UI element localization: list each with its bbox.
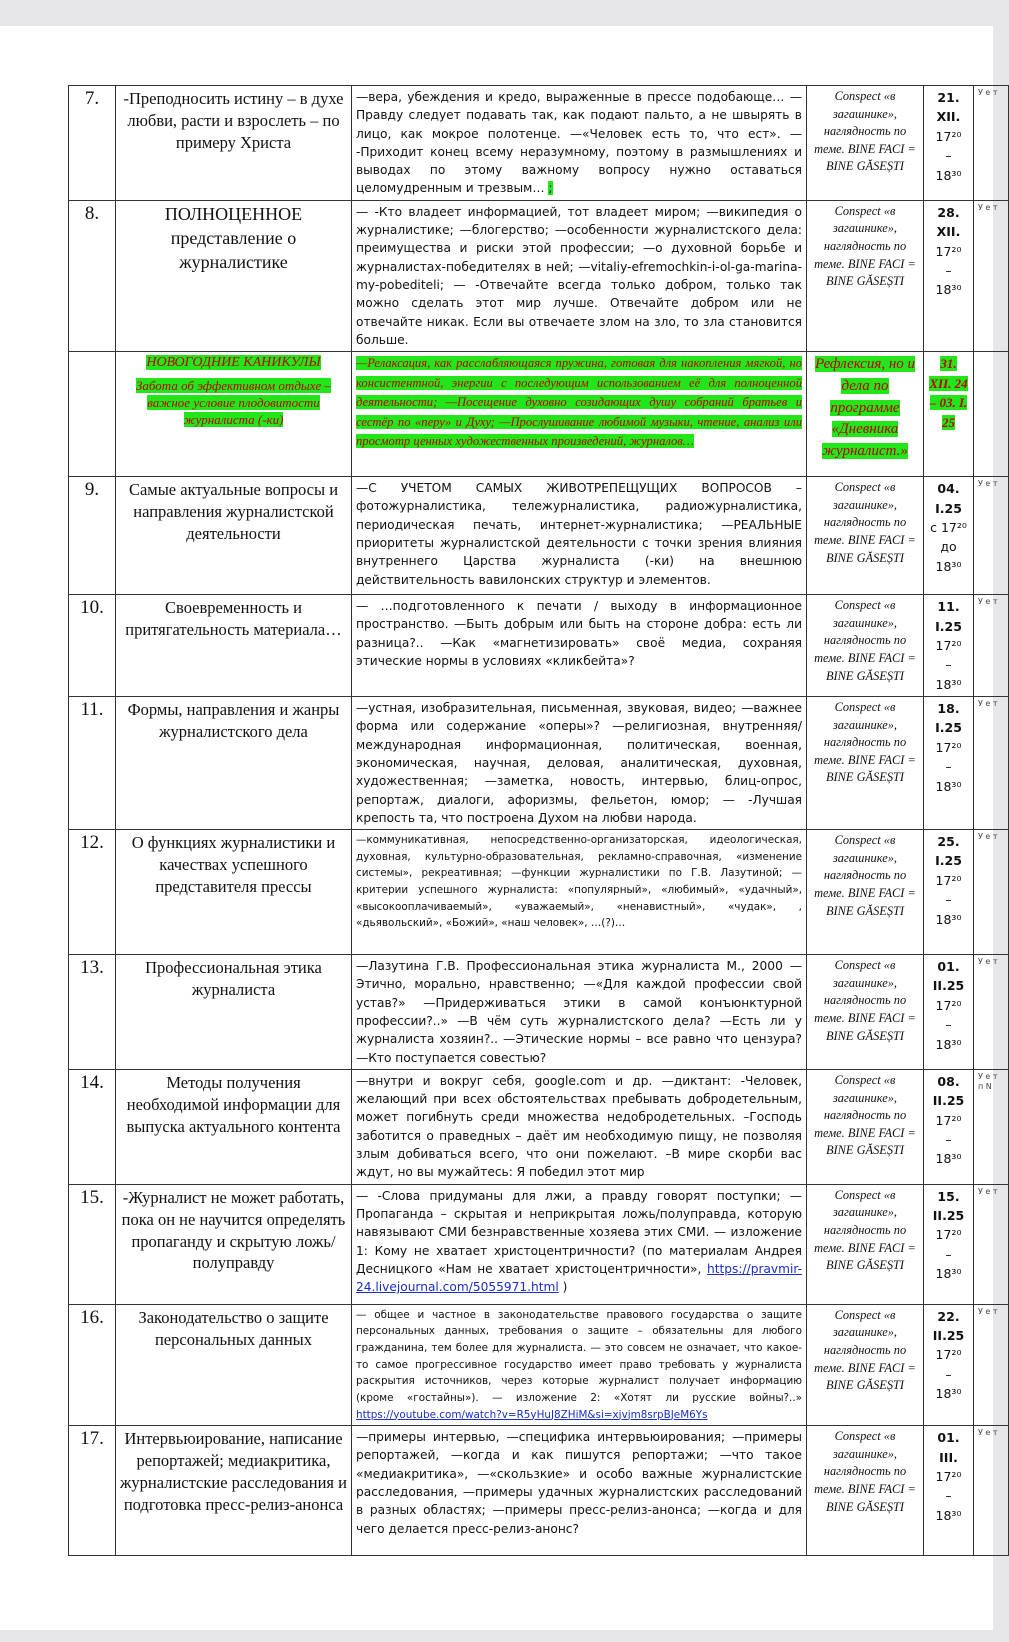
viewer-top-bar: [0, 0, 993, 26]
content-text: —вера, убеждения и кредо, выраженные в прессе подобающе… —Правду следует подавать так, как подают пальто, а не швырять в лицо, как мокрое полотенце. —«Человек есть то, что ест». — -Приходит конец всему неразумному, поэтому в размышлениях и выводах по этому важному вопросу нужно оставаться целомудренным и трезвым…: [356, 90, 802, 196]
row-date: [924, 1184, 974, 1304]
time-to: 18³⁰: [935, 911, 962, 927]
date-value: 21. XII.: [936, 90, 961, 125]
row-number: 15.: [69, 1184, 116, 1304]
time-to: 18³⁰: [935, 676, 962, 692]
date-value: 04. I.25: [935, 481, 962, 516]
row-content: [352, 955, 807, 1070]
row-date: [924, 1304, 974, 1425]
row-conspect: Conspect «в загашнике», наглядность по теме. BINE FACI = BINE GĂSEȘTI: [807, 86, 924, 201]
time-from: 17²⁰: [935, 243, 962, 259]
row-number: 10.: [69, 595, 116, 697]
row-topic: Профессиональная этика журналиста: [116, 955, 352, 1070]
row-conspect: Conspect «в загашнике», наглядность по теме. BINE FACI = BINE GĂSEȘTI: [807, 1426, 924, 1556]
holiday-content-text: —Релаксация, как расслабляющаяся пружина, готовая для накопления мягкой, но консистентной, энергии с последующим использованием её для полноценной деятельности; —Посещение духовно созидающих душу собраний братьев и сестёр по «перу» и Духу; —Прослушивание любимой музыки, чтение, анализ или просмотр ценных художественных произведений, журналов…: [356, 356, 802, 449]
time-to: 18³⁰: [935, 778, 962, 794]
table-row: [69, 477, 1009, 595]
content-link[interactable]: https://youtube.com/watch?v=R5yHuJ8ZHiM&si=xjvjm8srpBJeM6Ys: [356, 1408, 708, 1421]
row-extra: У е т: [974, 86, 1009, 201]
row-extra: [974, 352, 1009, 477]
row-number: 14.: [69, 1069, 116, 1184]
row-number: 12.: [69, 830, 116, 955]
content-text: —внутри и вокруг себя, google.com и др. —диктант: -Человек, желающий при всех обстоятельствах пребывать добродетельным, может погибнуть среди множества недобродетельных. –Господь заботится о праведных – даёт им необходимую пищу, не позволяя злым добиваться всего, что они пожелают. –В мире скорби вас ждут, но вы мужайтесь: Я победил этот мир: [356, 1073, 802, 1180]
row-content: [352, 830, 807, 955]
holiday-date-text: 31. XII. 24 – 03. I. 25: [929, 356, 968, 430]
row-topic: -Журналист не может работать, пока он не научится определять пропаганду и скрытую ложь/полуправду: [116, 1184, 352, 1304]
row-conspect: Conspect «в загашнике», наглядность по теме. BINE FACI = BINE GĂSEȘTI: [807, 1304, 924, 1425]
row-extra: У е т: [974, 1304, 1009, 1425]
row-number: 7.: [69, 86, 116, 201]
time-from: 17²⁰: [935, 1112, 962, 1128]
table-row: [69, 830, 1009, 955]
row-date: [924, 595, 974, 697]
holiday-conspect-text: Рефлексия, но и дела по программе «Дневника журналист.»: [814, 356, 916, 460]
table-row: [69, 352, 1009, 477]
table-row: [69, 1184, 1009, 1304]
row-content: [352, 86, 807, 201]
time-to: 18³⁰: [935, 282, 962, 298]
time-separator: –: [945, 1488, 952, 1504]
row-date: [924, 352, 974, 477]
date-value: 22. II.25: [932, 1308, 965, 1344]
time-from: 17²⁰: [935, 1468, 962, 1484]
time-from: 17²⁰: [935, 1227, 962, 1243]
row-topic: Самые актуальные вопросы и направления журналистской деятельности: [116, 477, 352, 595]
row-date: [924, 477, 974, 595]
date-value: 28. XII.: [936, 204, 961, 240]
row-number: 16.: [69, 1304, 116, 1425]
time-to: 18³⁰: [935, 1266, 962, 1282]
row-conspect: Conspect «в загашнике», наглядность по теме. BINE FACI = BINE GĂSEȘTI: [807, 1184, 924, 1304]
row-number: 9.: [69, 477, 116, 595]
date-value: 01. II.25: [932, 959, 965, 994]
lesson-plan-body: [69, 86, 1009, 1556]
content-text: — …подготовленного к печати / выходу в информационное пространство. —Быть добрым или быть на стороне добра: есть ли разница?.. —Как «магнетизировать» своё медиа, сохраняя этические нормы в условиях «кликбейта»?: [356, 599, 802, 669]
time-to: 18³⁰: [935, 558, 962, 574]
time-separator: –: [945, 1246, 952, 1262]
row-date: [924, 830, 974, 955]
time-separator: до: [940, 539, 957, 555]
row-topic: -Преподносить истину – в духе любви, расти и взрослеть – по примеру Христа: [116, 86, 352, 201]
row-topic: [116, 352, 352, 477]
time-separator: –: [945, 759, 952, 775]
row-conspect: Conspect «в загашнике», наглядность по теме. BINE FACI = BINE GĂSEȘTI: [807, 595, 924, 697]
content-text: — -Слова придуманы для лжи, а правду говорят поступки; —Пропаганда – скрытая и неприкрытая ложь/полуправда, которую навязывают СМИ безнравственные хозяева этих СМИ. — изложение 1: Кому не хватает христоцентричности? (по материалам Андрея Десницкого «Нам не хватает христоцентричности»,: [356, 1188, 802, 1276]
time-separator: –: [945, 657, 952, 673]
content-link[interactable]: https://pravmir-24.livejournal.com/5055971.html: [356, 1261, 803, 1295]
row-content: [352, 1304, 807, 1425]
row-topic: ПОЛНОЦЕННОЕ представление о журналистике: [116, 200, 352, 351]
row-content: [352, 697, 807, 830]
row-date: [924, 697, 974, 830]
row-extra: У е т: [974, 1426, 1009, 1556]
time-separator: –: [945, 1017, 952, 1033]
time-separator: –: [945, 1132, 952, 1148]
row-number: 13.: [69, 955, 116, 1070]
content-tail: ;: [548, 181, 553, 196]
content-text: —С УЧЕТОМ САМЫХ ЖИВОТРЕПЕЩУЩИХ ВОПРОСОВ – фотожурналистика, тележурналистика, радиожурналистика, периодическая печать, интернет-журналистика; —РЕАЛЬНЫЕ приоритеты журналистской деятельности с точки зрения влияния внутреннего Царства журналиста (-ки) на внешнюю действительность вавилонских структур и элементов.: [356, 481, 802, 587]
row-extra: У е т: [974, 697, 1009, 830]
row-conspect: Conspect «в загашнике», наглядность по теме. BINE FACI = BINE GĂSEȘTI: [807, 830, 924, 955]
row-conspect: Conspect «в загашнике», наглядность по теме. BINE FACI = BINE GĂSEȘTI: [807, 477, 924, 595]
time-separator: –: [945, 892, 952, 908]
table-row: [69, 595, 1009, 697]
time-separator: –: [945, 262, 952, 278]
row-conspect: Conspect «в загашнике», наглядность по теме. BINE FACI = BINE GĂSEȘTI: [807, 955, 924, 1070]
row-extra: У е т: [974, 200, 1009, 351]
row-extra: У е т: [974, 830, 1009, 955]
row-extra: У е т: [974, 595, 1009, 697]
row-date: [924, 1426, 974, 1556]
date-value: 01. III.: [937, 1430, 960, 1465]
viewer-bottom-bar: [0, 1630, 993, 1642]
content-text: — общее и частное в законодательстве правового государства о защите персональных данных, требования о защите – обязательны для любого гражданина, тем более для журналиста. — это совсем не означает, что какое-то самое прогрессивное государство имеет право требовать у журналиста раскрытия источников, через которые журналист получает информацию (кроме «гостайны»). — изложение 2: «Хотят ли русские войны?..»: [356, 1308, 802, 1404]
time-from: с 17²⁰: [930, 519, 967, 535]
row-conspect: [807, 352, 924, 477]
row-content: [352, 200, 807, 351]
row-content: [352, 1426, 807, 1556]
time-from: 17²⁰: [935, 872, 962, 888]
row-topic: О функциях журналистики и качествах успешного представителя прессы: [116, 830, 352, 955]
row-extra: У е т: [974, 1184, 1009, 1304]
time-to: 18³⁰: [935, 167, 962, 183]
holiday-title-text: НОВОГОДНИЕ КАНИКУЛЫ: [146, 355, 321, 371]
time-separator: –: [945, 148, 952, 164]
time-from: 17²⁰: [935, 637, 962, 653]
table-row: [69, 1304, 1009, 1425]
date-value: 18. I.25: [935, 701, 962, 736]
table-row: [69, 697, 1009, 830]
table-row: [69, 200, 1009, 351]
row-number: 8.: [69, 200, 116, 351]
content-text: — -Кто владеет информацией, тот владеет миром; —википедия о журналистике; —блогерство; —особенности журналистского дела: преимущества и риски этой профессии; —о духовной борьбе и журналистах-победителях в ней; —vitaliy-efremochkin-i-ol-ga-marina-my-pobediteli; — -Отвечайте всегда только добром, только так можно сделать этот мир лучше. Отвечайте добром или не отвечайте никак. Если вы отвечаете злом на зло, то зла становится больше.: [356, 204, 802, 347]
row-extra: У е т: [974, 955, 1009, 1070]
row-content: [352, 1184, 807, 1304]
row-date: [924, 200, 974, 351]
content-text: —устная, изобразительная, письменная, звуковая, видео; —важнее форма или содержание «оперы»? —религиозная, внутренняя/международная информационная, политическая, военная, экономическая, научная, деловая, аналитическая, духовная, художественная; —заметка, новость, интервью, блиц-опрос, репортаж, диалоги, афоризмы, фельетон, юмор; — -Лучшая крепость та, что построена Духом на любви народа.: [356, 701, 802, 825]
holiday-title: [120, 354, 347, 372]
lesson-plan-table: [68, 85, 1009, 1556]
row-conspect: Conspect «в загашнике», наглядность по теме. BINE FACI = BINE GĂSEȘTI: [807, 1069, 924, 1184]
row-topic: Формы, направления и жанры журналистского дела: [116, 697, 352, 830]
holiday-subtitle: [120, 378, 347, 429]
content-tail: ): [562, 1280, 568, 1295]
row-date: [924, 1069, 974, 1184]
content-text: —Лазутина Г.В. Профессиональная этика журналиста М., 2000 —Этично, морально, нравственно; —«Для каждой профессии свой устав?» —Придерживаться этики в самой конъюнктурной профессии?..» —В чём суть журналистского дела? —Есть ли у журналиста хозяин?.. —Этические нормы – все равно что цензура? —Кто поступается совестью?: [356, 959, 802, 1065]
row-conspect: Conspect «в загашнике», наглядность по теме. BINE FACI = BINE GĂSEȘTI: [807, 200, 924, 351]
time-from: 17²⁰: [935, 128, 962, 144]
row-content: [352, 1069, 807, 1184]
time-to: 18³⁰: [935, 1507, 962, 1523]
holiday-subtitle-text: Забота об эффективном отдыхе – важное условие плодовитости журналиста (-ки): [135, 378, 331, 428]
time-to: 18³⁰: [935, 1036, 962, 1052]
date-value: 25. I.25: [935, 834, 962, 869]
table-row: [69, 86, 1009, 201]
row-date: [924, 955, 974, 1070]
row-conspect: Conspect «в загашнике», наглядность по теме. BINE FACI = BINE GĂSEȘTI: [807, 697, 924, 830]
date-value: 15. II.25: [932, 1188, 965, 1224]
row-topic: Интервьюирование, написание репортажей; медиакритика, журналистские расследования и подготовка пресс-релиз-анонса: [116, 1426, 352, 1556]
row-extra: У е т п N: [974, 1069, 1009, 1184]
document-page: [0, 26, 998, 1630]
time-from: 17²⁰: [935, 739, 962, 755]
time-separator: –: [945, 1366, 952, 1382]
row-number: [69, 352, 116, 477]
time-from: 17²⁰: [935, 1347, 962, 1363]
table-row: [69, 1069, 1009, 1184]
row-number: 17.: [69, 1426, 116, 1556]
row-content: [352, 352, 807, 477]
row-content: [352, 595, 807, 697]
row-topic: Методы получения необходимой информации для выпуска актуального контента: [116, 1069, 352, 1184]
row-extra: У е т: [974, 477, 1009, 595]
time-to: 18³⁰: [935, 1151, 962, 1167]
date-value: 08. II.25: [932, 1073, 965, 1109]
time-from: 17²⁰: [935, 997, 962, 1013]
content-text: —коммуникативная, непосредственно-организаторская, идеологическая, духовная, культурно-образовательная, рекламно-справочная, «изменение системы», рекреативная; —функции журналистики по Г.В. Лазутиной; —критерии успешного журналиста: «популярный», «любимый», «удачный», «высокооплачиваемый», «уважаемый», «ненавистный», «чудак», , «дьявольский», «Божий», «наш человек», …(?)…: [356, 834, 802, 930]
table-row: [69, 1426, 1009, 1556]
row-number: 11.: [69, 697, 116, 830]
row-topic: Своевременность и притягательность материала…: [116, 595, 352, 697]
row-content: [352, 477, 807, 595]
content-text: —примеры интервью, —специфика интервьюирования; —примеры репортажей, —когда и как пишутся репортажи; —что такое «медиакритика», —«скользкие» и особо важные журналистские расследования, —примеры удачных журналистских расследований в разных областях; —примеры пресс-релиз-анонса; —когда и для чего делается пресс-релиз-анонс?: [356, 1430, 802, 1536]
row-topic: Законодательство о защите персональных данных: [116, 1304, 352, 1425]
row-date: [924, 86, 974, 201]
table-row: [69, 955, 1009, 1070]
date-value: 11. I.25: [935, 599, 962, 634]
time-to: 18³⁰: [935, 1386, 962, 1402]
